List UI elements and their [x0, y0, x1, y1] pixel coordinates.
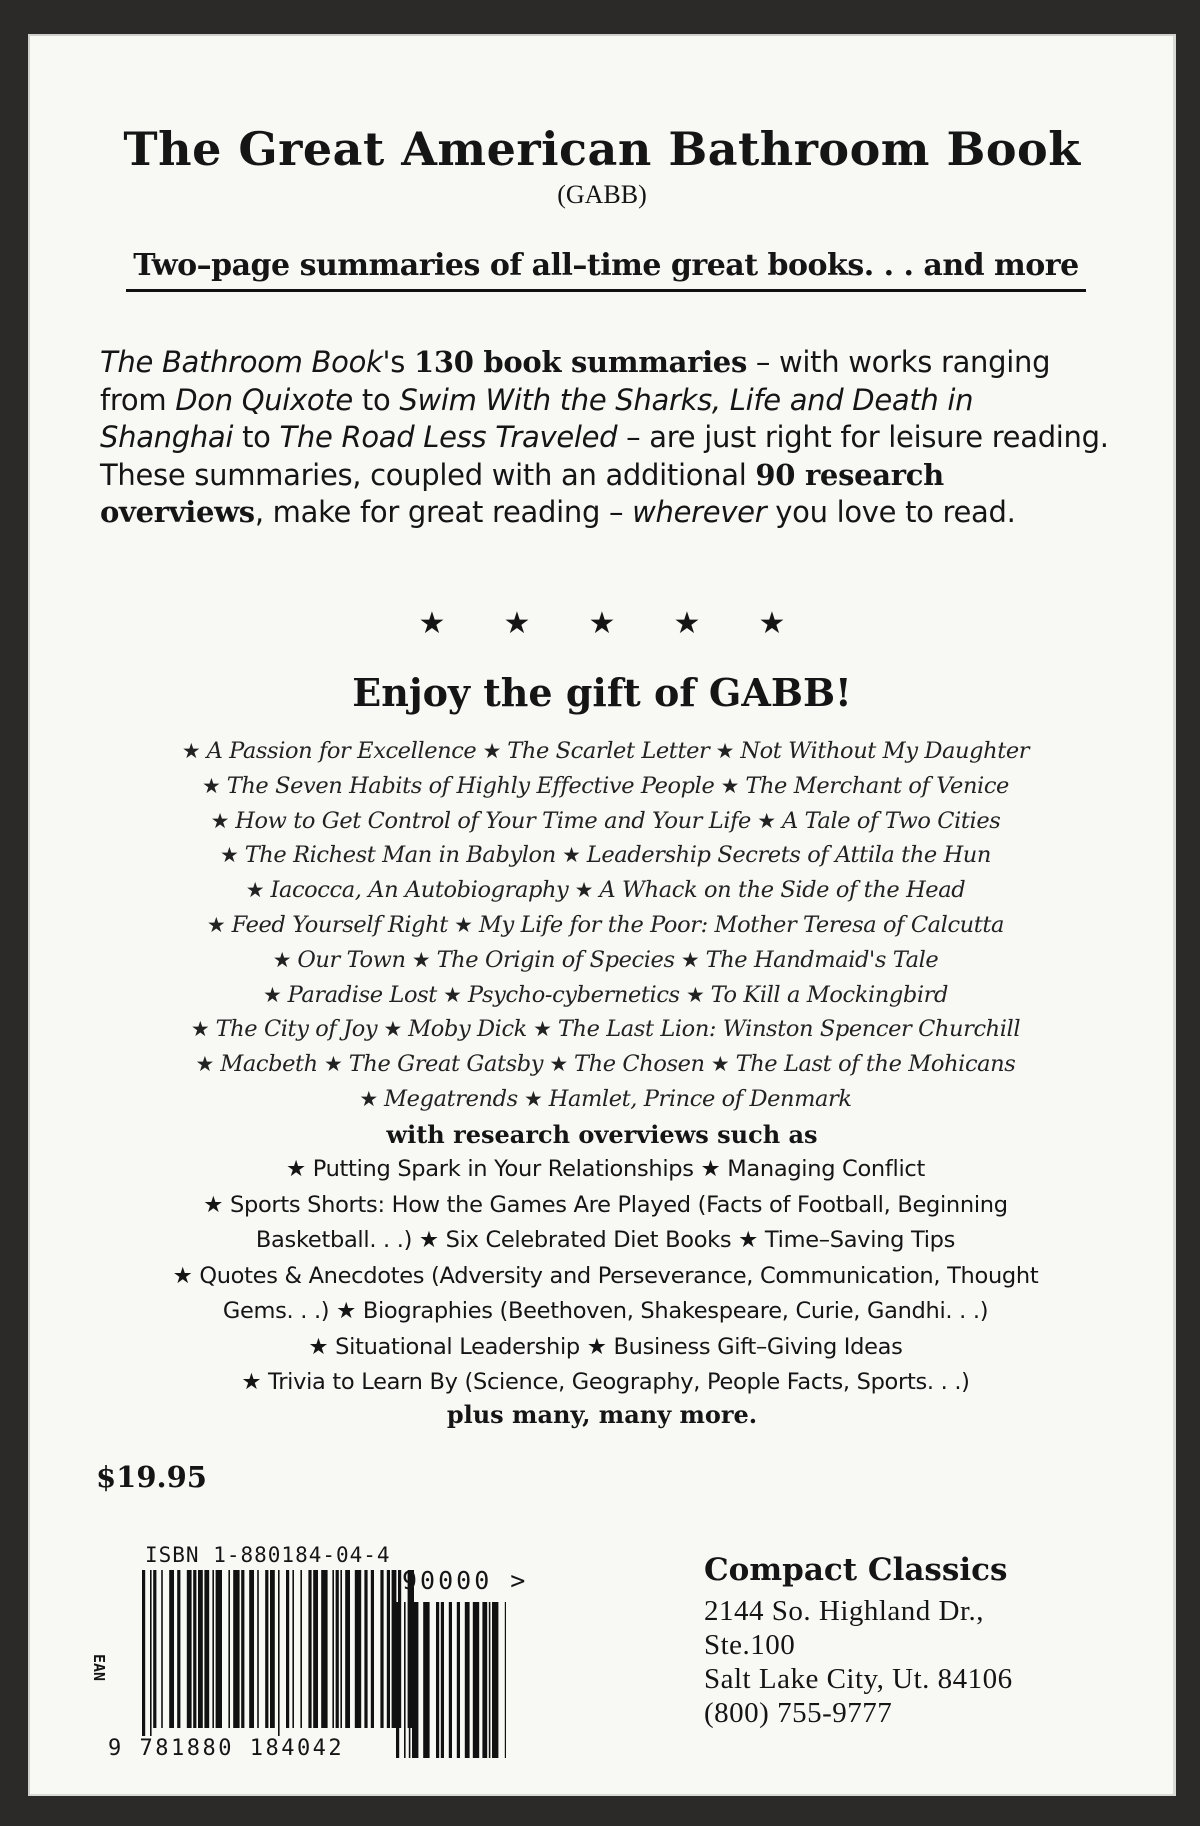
intro-text: Swim With the Sharks, Life and Death in Shanghai	[100, 382, 974, 454]
book-title-item: A Tale of Two Cities	[781, 807, 1001, 834]
barcode-bar	[321, 1570, 327, 1728]
book-title-item: Psycho-cybernetics	[467, 981, 680, 1008]
barcode-bar	[270, 1570, 275, 1728]
barcode-bar	[457, 1602, 460, 1758]
publisher-phone: (800) 755-9777	[704, 1697, 893, 1729]
barcode-bar	[212, 1570, 214, 1728]
barcode-bar	[489, 1602, 491, 1758]
barcode-bar	[187, 1570, 192, 1728]
barcode-bar	[216, 1570, 222, 1728]
book-list-line	[98, 943, 1113, 978]
intro-text: wherever	[632, 495, 767, 529]
book-title-item: Iacocca, An Autobiography	[270, 877, 569, 904]
overview-heading: with research overviews such as	[386, 1120, 818, 1149]
star-icon: ★	[758, 606, 786, 641]
book-title-item: The Merchant of Venice	[745, 772, 1009, 799]
barcode-bar	[169, 1570, 174, 1728]
book-title-item: Megatrends	[384, 1085, 518, 1112]
barcode-bar	[492, 1602, 498, 1758]
book-title-item: Feed Yourself Right	[231, 911, 448, 938]
more-text: plus many, many more.	[446, 1400, 758, 1429]
intro-text: The Road Less Traveled	[279, 420, 618, 454]
book-title-item: The Richest Man in Babylon	[244, 842, 556, 869]
book-title-item: A Passion for Excellence	[206, 738, 477, 764]
book-title-item: How to Get Control of Your Time and Your Life	[235, 807, 751, 834]
enjoy-heading: Enjoy the gift of GABB!	[352, 670, 852, 715]
book-list-line	[98, 1082, 1113, 1117]
barcode-bar	[336, 1570, 339, 1728]
book-title-item: Hamlet, Prince of Denmark	[548, 1085, 852, 1112]
barcode-digits-text: 9 781880 184042	[108, 1736, 345, 1761]
intro-paragraph	[100, 344, 1110, 532]
book-title-item: A Whack on the Side of the Head	[599, 877, 966, 904]
book-title-item: The Scarlet Letter	[507, 738, 710, 764]
book-title-item: Not Without My Daughter	[740, 738, 1030, 764]
star-icon: ★	[476, 739, 508, 763]
star-icon: ★	[262, 982, 288, 1007]
star-icon: ★	[543, 1052, 575, 1077]
star-icon: ★	[206, 912, 232, 937]
star-icon: ★	[674, 947, 706, 972]
book-title-item: Paradise Lost	[287, 981, 437, 1008]
star-icon: ★	[195, 1052, 221, 1077]
book-list-line	[98, 978, 1113, 1013]
barcode-bar	[249, 1570, 254, 1728]
barcode-bar	[332, 1570, 334, 1728]
barcode-bar	[193, 1570, 196, 1728]
star-icon: ★	[377, 1017, 409, 1042]
publisher-address-line: Ste.100	[704, 1629, 796, 1661]
star-icon: ★	[220, 843, 245, 868]
barcode-bar	[153, 1570, 156, 1728]
barcode-bar	[257, 1570, 259, 1728]
barcode-bar	[313, 1570, 318, 1728]
intro-text: The Bathroom Book	[100, 345, 383, 379]
intro-text: to	[233, 420, 280, 454]
book-list-line	[98, 838, 1113, 873]
book-title-item: The Seven Habits of Highly Effective People	[226, 772, 715, 799]
book-title-item: Leadership Secrets of Attila the Hun	[586, 842, 991, 869]
barcode-bar	[286, 1570, 289, 1728]
barcode-bar	[345, 1570, 350, 1728]
book-title-item: The City of Joy	[215, 1016, 378, 1043]
intro-text: – are just right for leisure reading. These summaries, coupled with an additional	[100, 420, 1109, 492]
barcode-digits	[108, 1736, 344, 1761]
book-abbreviation: (GABB)	[557, 180, 647, 209]
barcode-bar	[473, 1602, 479, 1758]
star-icon: ★	[503, 606, 531, 641]
book-title: The Great American Bathroom Book	[123, 122, 1081, 176]
book-summary-list	[98, 734, 1113, 1117]
star-icon: ★	[704, 1052, 736, 1077]
overview-line: Basketball. . .) ★ Six Celebrated Diet Books ★ Time–Saving Tips	[255, 1227, 956, 1253]
star-icon: ★	[436, 982, 468, 1007]
book-list-line	[98, 734, 1113, 769]
barcode-bar	[449, 1602, 452, 1758]
barcode-bar	[300, 1570, 302, 1728]
price: $19.95	[96, 1460, 207, 1494]
star-icon: ★	[190, 1017, 216, 1042]
star-icon: ★	[418, 606, 446, 641]
intro-text: 90 research overviews	[100, 457, 944, 529]
publisher-address-line: 2144 So. Highland Dr.,	[704, 1595, 985, 1627]
publisher-address-line: Salt Lake City, Ut. 84106	[704, 1663, 1013, 1695]
research-overview-list	[98, 1152, 1113, 1401]
barcode-bar	[228, 1570, 230, 1728]
star-icon: ★	[181, 739, 207, 763]
barcode-bar	[161, 1570, 163, 1728]
overview-line: Gems. . .) ★ Biographies (Beethoven, Shakespeare, Curie, Gandhi. . .)	[222, 1298, 989, 1324]
barcode-bar	[278, 1570, 280, 1750]
star-icon: ★	[526, 1017, 558, 1042]
book-subtitle: Two–page summaries of all–time great books. . . and more	[126, 248, 1086, 292]
barcode-bar	[364, 1570, 367, 1728]
star-divider	[28, 606, 1176, 641]
star-icon: ★	[709, 739, 741, 763]
book-list-line	[98, 908, 1113, 943]
star-icon: ★	[673, 606, 701, 641]
intro-text: to	[352, 382, 400, 417]
book-title-item: The Great Gatsby	[348, 1051, 544, 1078]
book-title-item: To Kill a Mockingbird	[710, 981, 949, 1008]
barcode-bar	[204, 1570, 209, 1728]
star-icon: ★	[750, 808, 782, 833]
barcode-bar	[482, 1602, 487, 1758]
intro-text: 130 book summaries	[413, 345, 747, 379]
overview-line: ★ Quotes & Anecdotes (Adversity and Perseverance, Communication, Thought	[172, 1262, 1039, 1289]
barcode-bar	[396, 1602, 399, 1758]
addon-digits: 90000 >	[402, 1566, 529, 1595]
book-title-item: Moby Dick	[408, 1016, 527, 1043]
book-list-line	[98, 1012, 1113, 1047]
overview-line: ★ Sports Shorts: How the Games Are Played (Facts of Football, Beginning	[203, 1191, 1008, 1218]
book-list-line	[98, 873, 1113, 908]
barcode-bar	[233, 1570, 239, 1728]
barcode-bar	[380, 1570, 383, 1728]
barcode-bar	[404, 1602, 406, 1758]
intro-text: you love to read.	[766, 495, 1016, 529]
star-icon: ★	[568, 878, 600, 903]
price-addon-barcode	[396, 1602, 506, 1758]
overview-line: ★ Putting Spark in Your Relationships ★ Managing Conflict	[285, 1156, 926, 1182]
star-icon: ★	[359, 1086, 385, 1111]
star-icon: ★	[517, 1086, 549, 1111]
barcode-bar	[387, 1570, 390, 1728]
barcode-bar	[505, 1602, 506, 1758]
star-icon: ★	[210, 808, 236, 833]
publisher-block	[704, 1552, 1013, 1730]
book-title-item: Macbeth	[220, 1051, 318, 1078]
book-title-item: The Last Lion: Winston Spencer Churchill	[557, 1016, 1021, 1043]
book-list-line	[98, 1047, 1113, 1082]
barcode-bar	[292, 1570, 294, 1728]
star-icon: ★	[555, 843, 587, 868]
star-icon: ★	[317, 1052, 349, 1077]
overview-line: ★ Situational Leadership ★ Business Gift–Giving Ideas	[308, 1333, 903, 1360]
barcode-bar	[409, 1602, 411, 1758]
barcode-bar	[412, 1602, 418, 1758]
star-icon: ★	[405, 947, 437, 972]
book-list-line	[98, 769, 1113, 804]
book-title-item: Our Town	[297, 946, 406, 973]
barcode-bar	[340, 1570, 342, 1728]
book-list-line	[98, 804, 1113, 839]
star-icon: ★	[245, 878, 271, 903]
book-back-cover	[28, 34, 1176, 1796]
intro-text: Don Quixote	[175, 382, 353, 417]
barcode-bar	[308, 1570, 311, 1728]
book-title-item: The Last of the Mohicans	[735, 1051, 1016, 1078]
barcode-bar	[150, 1570, 152, 1750]
barcode-bar	[423, 1602, 429, 1758]
star-icon: ★	[588, 606, 616, 641]
star-icon: ★	[202, 773, 227, 798]
barcode-bar	[436, 1602, 439, 1758]
star-icon: ★	[714, 773, 746, 798]
star-icon: ★	[679, 982, 711, 1007]
ean-label: EAN	[90, 1654, 108, 1682]
barcode-bar	[371, 1570, 374, 1728]
book-title-item: My Life for the Poor: Mother Teresa of Calcutta	[478, 911, 1005, 938]
barcode-bar	[355, 1570, 361, 1728]
isbn-label: ISBN 1-880184-04-4	[145, 1543, 391, 1567]
barcode-bar	[241, 1570, 244, 1728]
star-icon: ★	[447, 912, 479, 937]
barcode-bar	[265, 1570, 268, 1728]
barcode-bar	[177, 1570, 180, 1728]
star-icon: ★	[272, 947, 298, 972]
barcode-bar	[142, 1570, 145, 1750]
book-title-item: The Chosen	[574, 1051, 705, 1078]
barcode-bar	[465, 1602, 470, 1758]
barcode-bar	[441, 1602, 444, 1758]
intro-text: – with works ranging from	[100, 345, 1051, 417]
overview-line: ★ Trivia to Learn By (Science, Geography, People Facts, Sports. . .)	[241, 1369, 970, 1395]
intro-text: , make for great reading –	[254, 495, 633, 529]
isbn-barcode	[142, 1570, 418, 1750]
barcode-bar	[198, 1570, 203, 1728]
publisher-name: Compact Classics	[704, 1552, 1008, 1588]
book-title-item: The Origin of Species	[436, 946, 675, 973]
intro-text: 's	[382, 345, 414, 379]
book-title-item: The Handmaid's Tale	[705, 946, 939, 973]
